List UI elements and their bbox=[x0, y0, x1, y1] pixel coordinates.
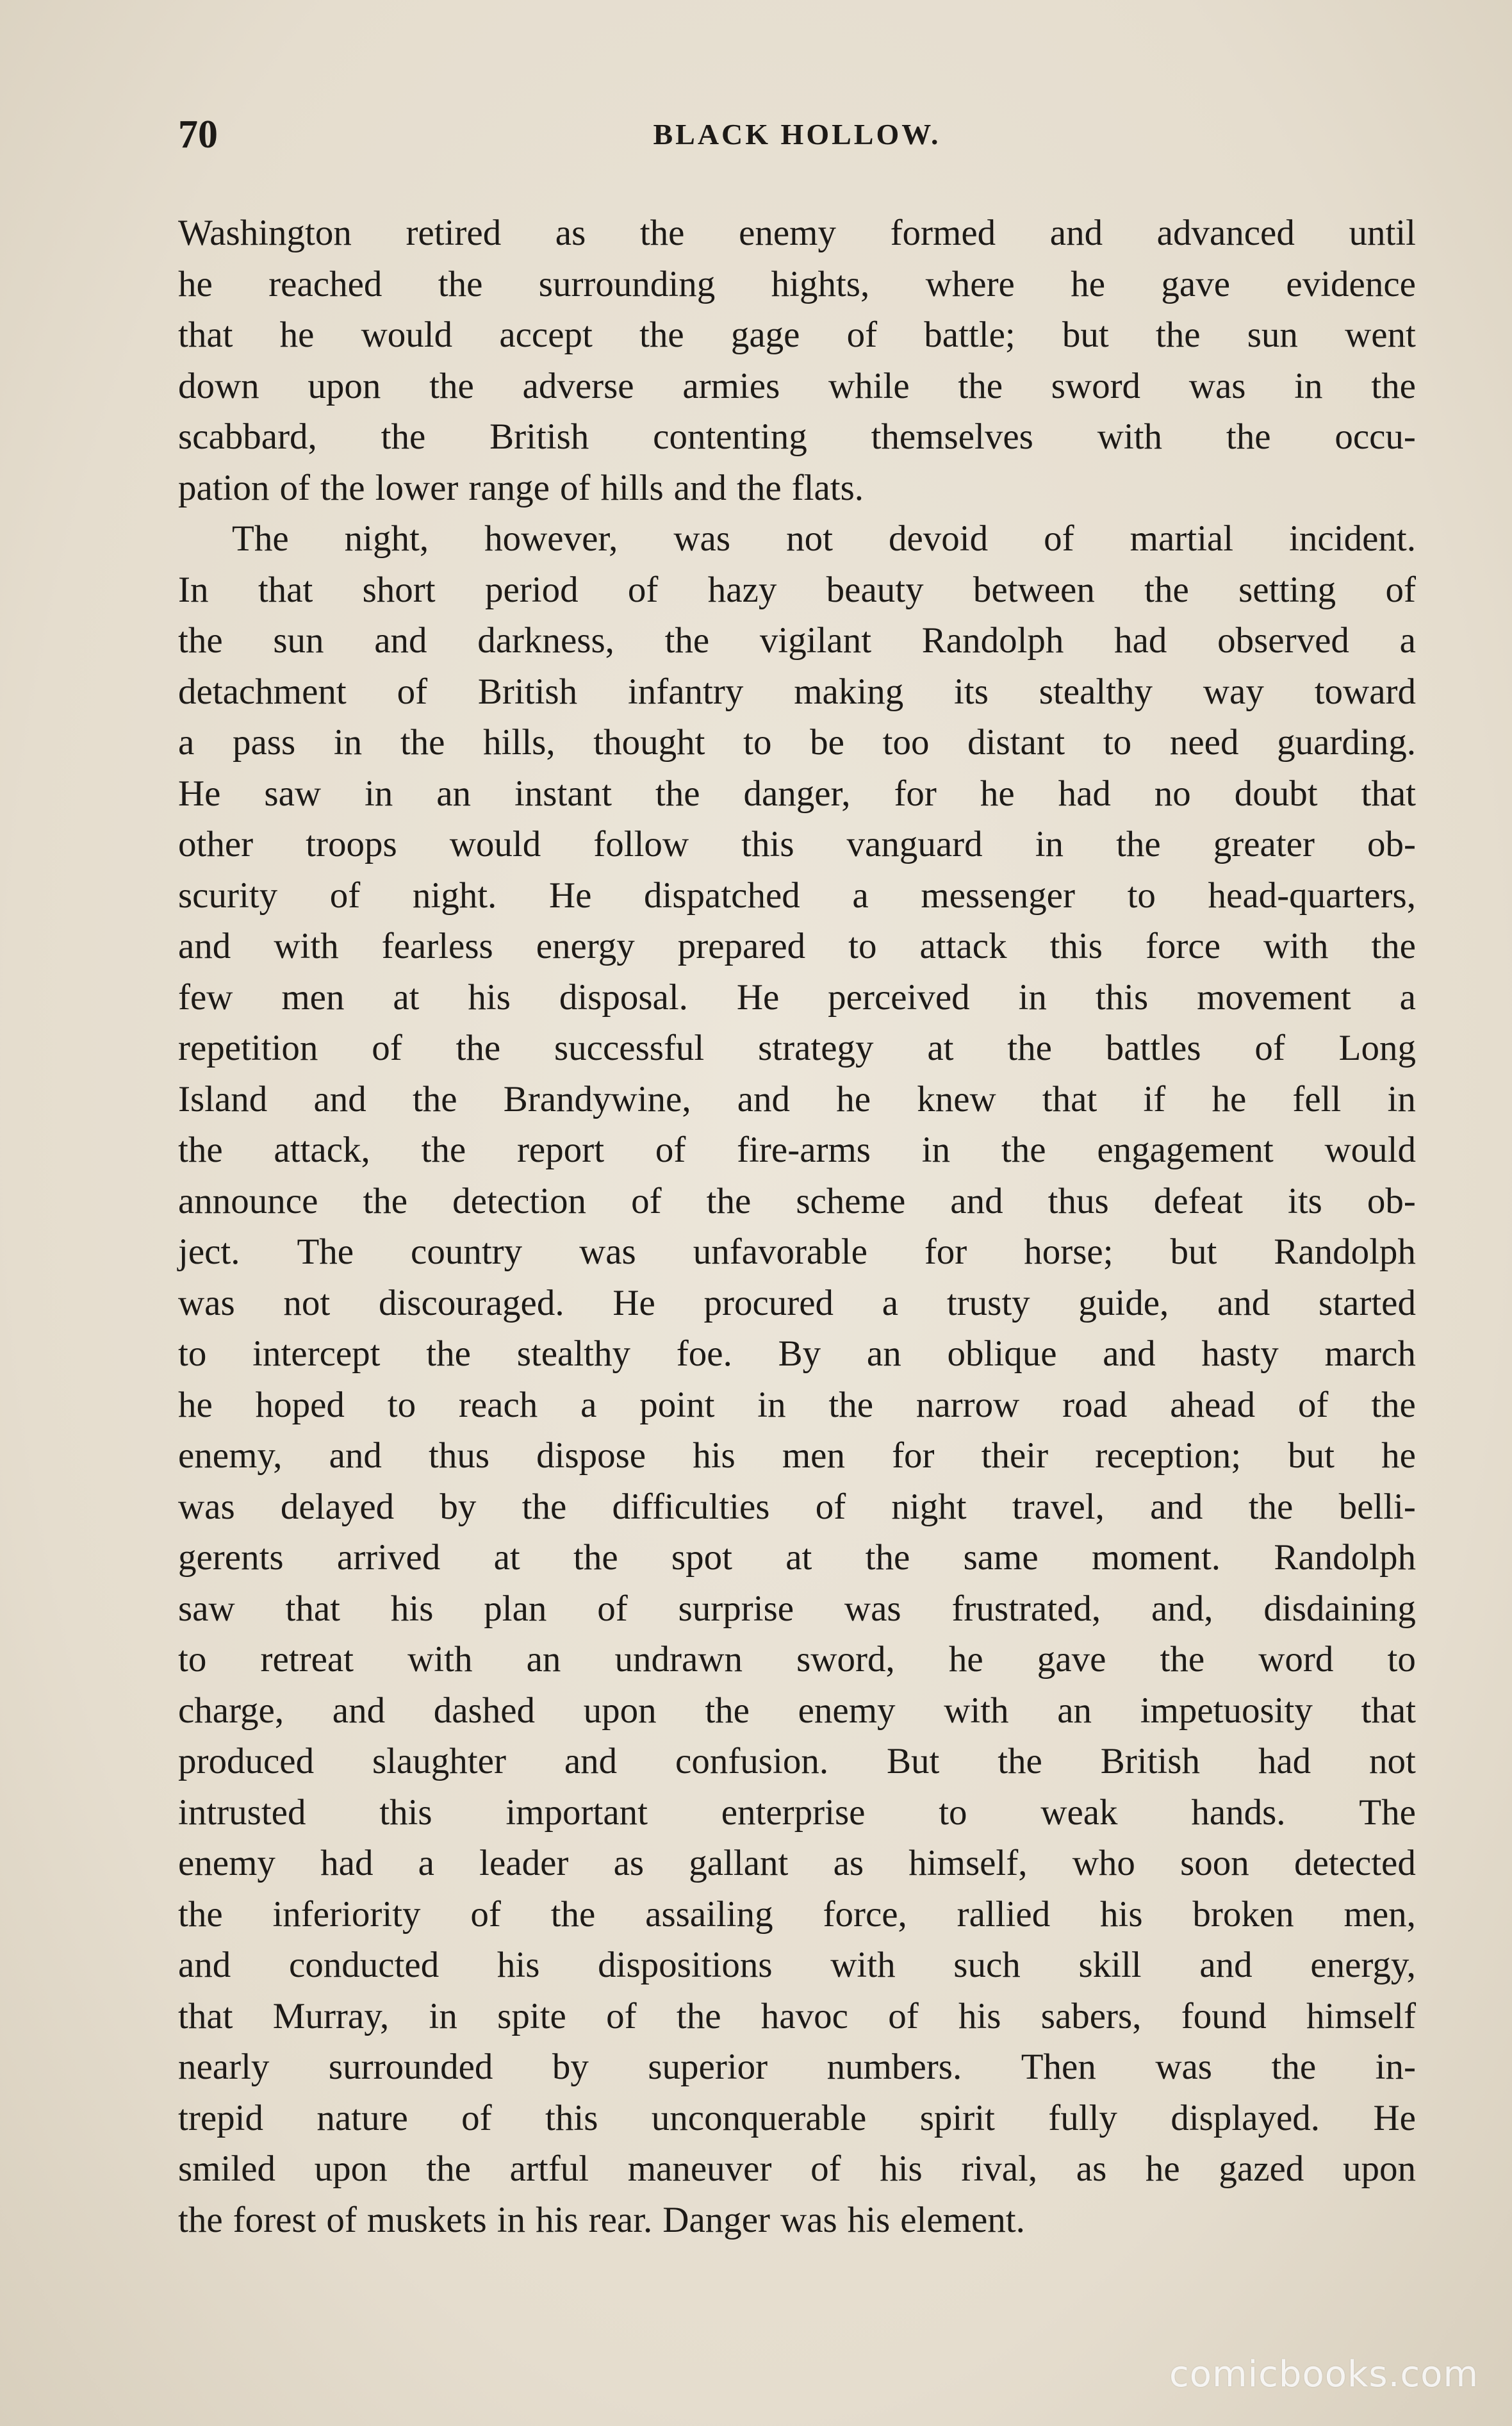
text-line: trepid nature of this unconquerable spirit fully displayed. He bbox=[178, 2097, 1416, 2138]
text-line: Washington retired as the enemy formed and advanced until bbox=[178, 213, 1416, 253]
watermark: comicbooks.com bbox=[1169, 2354, 1479, 2395]
text-line: to retreat with an undrawn sword, he gave the word to bbox=[178, 1639, 1416, 1679]
text-line: the attack, the report of fire-arms in the engagement would bbox=[178, 1130, 1416, 1170]
text-line: to intercept the stealthy foe. By an oblique and hasty march bbox=[178, 1333, 1416, 1374]
text-line: announce the detection of the scheme and thus defeat its ob- bbox=[178, 1180, 1416, 1221]
running-title: BLACK HOLLOW. bbox=[653, 118, 941, 151]
text-line: smiled upon the artful maneuver of his rival, as he gazed upon bbox=[178, 2149, 1416, 2189]
text-line: produced slaughter and confusion. But the British had not bbox=[178, 1741, 1416, 1781]
text-line: enemy, and thus dispose his men for their reception; but he bbox=[178, 1435, 1416, 1476]
text-line: ject. The country was unfavorable for horse; but Randolph bbox=[178, 1232, 1416, 1272]
text-line: that he would accept the gage of battle; but the sun went bbox=[178, 315, 1416, 355]
text-line: the forest of muskets in his rear. Danger was his element. bbox=[178, 2199, 1025, 2240]
text-line: the inferiority of the assailing force, rallied his broken men, bbox=[178, 1894, 1416, 1935]
text-line: Island and the Brandywine, and he knew that if he fell in bbox=[178, 1078, 1416, 1119]
text-line: enemy had a leader as gallant as himself, who soon detected bbox=[178, 1843, 1416, 1883]
text-line: scabbard, the British contenting themselves with the occu- bbox=[178, 417, 1416, 457]
text-line: was not discouraged. He procured a trusty guide, and started bbox=[178, 1282, 1416, 1323]
body-text bbox=[178, 208, 1416, 2245]
text-line: he hoped to reach a point in the narrow road ahead of the bbox=[178, 1384, 1416, 1425]
text-line: He saw in an instant the danger, for he had no doubt that bbox=[178, 773, 1416, 814]
text-line: and with fearless energy prepared to attack this force with the bbox=[178, 926, 1416, 966]
text-line: repetition of the successful strategy at the battles of Long bbox=[178, 1028, 1416, 1068]
text-line: and conducted his dispositions with such skill and energy, bbox=[178, 1945, 1416, 1985]
text-line: down upon the adverse armies while the sword was in the bbox=[178, 365, 1416, 406]
text-line: pation of the lower range of hills and the flats. bbox=[178, 467, 864, 508]
page-header bbox=[178, 109, 1416, 160]
text-line: gerents arrived at the spot at the same moment. Randolph bbox=[178, 1537, 1416, 1578]
text-line: nearly surrounded by superior numbers. Then was the in- bbox=[178, 2047, 1416, 2087]
text-line: In that short period of hazy beauty between the setting of bbox=[178, 569, 1416, 610]
text-line: charge, and dashed upon the enemy with an impetuosity that bbox=[178, 1690, 1416, 1731]
text-line: other troops would follow this vanguard in the greater ob- bbox=[178, 824, 1416, 864]
text-line: that Murray, in spite of the havoc of his sabers, found himself bbox=[178, 1995, 1416, 2036]
text-line: few men at his disposal. He perceived in this movement a bbox=[178, 977, 1416, 1018]
text-line: The night, however, was not devoid of martial incident. bbox=[232, 518, 1416, 559]
page-number: 70 bbox=[178, 113, 218, 156]
text-line: detachment of British infantry making its stealthy way toward bbox=[178, 671, 1416, 712]
text-line: he reached the surrounding hights, where he gave evidence bbox=[178, 263, 1416, 304]
text-line: intrusted this important enterprise to weak hands. The bbox=[178, 1792, 1416, 1833]
text-line: saw that his plan of surprise was frustrated, and, disdaining bbox=[178, 1588, 1416, 1629]
text-line: a pass in the hills, thought to be too distant to need guarding. bbox=[178, 722, 1416, 763]
text-line: scurity of night. He dispatched a messenger to head-quarters, bbox=[178, 875, 1416, 916]
text-line: was delayed by the difficulties of night travel, and the belli- bbox=[178, 1486, 1416, 1527]
text-line: the sun and darkness, the vigilant Randolph had observed a bbox=[178, 620, 1416, 661]
